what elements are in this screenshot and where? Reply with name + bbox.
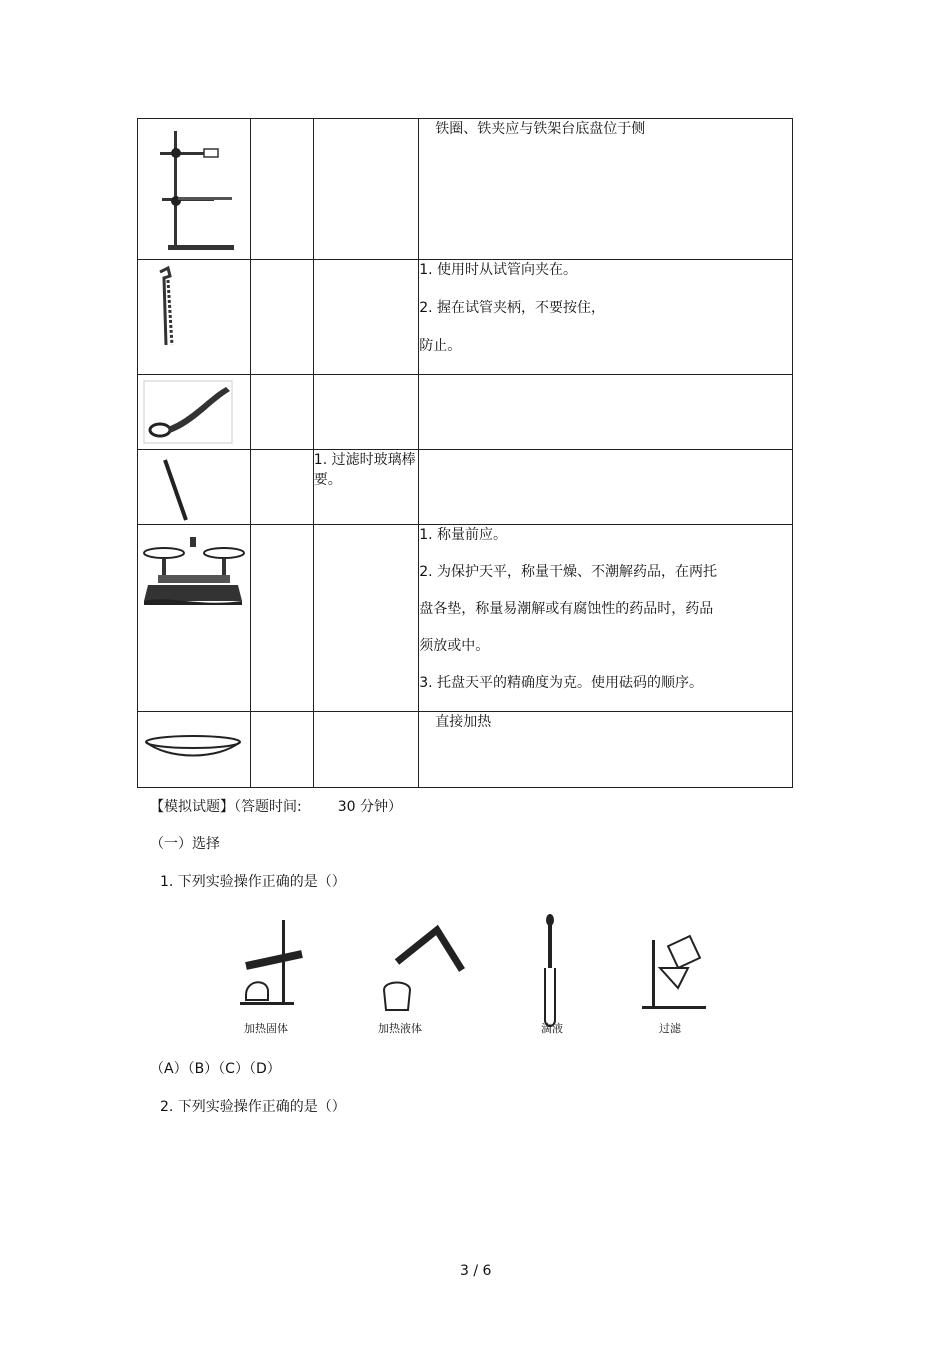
iron-stand-icon bbox=[138, 119, 248, 258]
note-line: 防止。 bbox=[419, 338, 462, 354]
page-number: 3 / 6 bbox=[460, 1263, 492, 1279]
note-line: 1. 过滤时玻璃棒要。 bbox=[313, 452, 416, 488]
question-2: 2. 下列实验操作正确的是（） bbox=[160, 1099, 346, 1115]
note-line: 盘各垫，称量易潮解或有腐蚀性的药品时，药品 bbox=[419, 601, 714, 617]
table-row bbox=[138, 260, 793, 375]
table-row bbox=[138, 119, 793, 260]
heating-solid-figure bbox=[240, 920, 302, 1005]
glass-rod-icon bbox=[138, 450, 248, 524]
note-line: 2. 为保护天平，称量干燥、不潮解药品，在两托 bbox=[419, 564, 718, 580]
table-row bbox=[138, 375, 793, 450]
answer-options: （A）（B）（C）（D） bbox=[150, 1061, 281, 1077]
exam-time: 30 分钟） bbox=[337, 799, 402, 815]
balance-icon bbox=[138, 525, 248, 615]
note-line: 1. 称量前应。 bbox=[419, 527, 508, 543]
note-line: 直接加热 bbox=[435, 714, 492, 730]
figure-caption: 加热液体 bbox=[378, 1022, 422, 1035]
table-row bbox=[138, 712, 793, 788]
figure-caption: 过滤 bbox=[659, 1022, 681, 1035]
dropping-figure bbox=[545, 914, 555, 1026]
note-line: 铁圈、铁夹应与铁架台底盘位于侧 bbox=[435, 121, 646, 137]
note-line: 须放或中。 bbox=[419, 638, 490, 654]
figure-caption: 加热固体 bbox=[244, 1022, 288, 1035]
section-title: （一）选择 bbox=[150, 836, 220, 852]
table-row bbox=[138, 450, 793, 525]
filtering-figure bbox=[642, 936, 706, 1009]
heating-liquid-figure bbox=[384, 930, 462, 1010]
table-row bbox=[138, 525, 793, 712]
evaporating-dish-icon bbox=[138, 712, 248, 786]
instrument-table bbox=[137, 118, 793, 788]
exam-heading-label: 【模拟试题】（答题时间: bbox=[150, 799, 302, 815]
question-1: 1. 下列实验操作正确的是（） bbox=[160, 874, 346, 890]
question-figures bbox=[232, 910, 712, 1040]
figure-caption: 滴液 bbox=[541, 1022, 563, 1035]
exam-heading bbox=[150, 796, 402, 816]
note-line: 3. 托盘天平的精确度为克。使用砝码的顺序。 bbox=[419, 675, 704, 691]
note-line: 1. 使用时从试管向夹在。 bbox=[419, 262, 578, 278]
crucible-tongs-icon bbox=[138, 375, 248, 447]
note-line: 2. 握在试管夹柄，不要按住， bbox=[419, 300, 606, 316]
test-tube-holder-icon bbox=[138, 260, 248, 370]
